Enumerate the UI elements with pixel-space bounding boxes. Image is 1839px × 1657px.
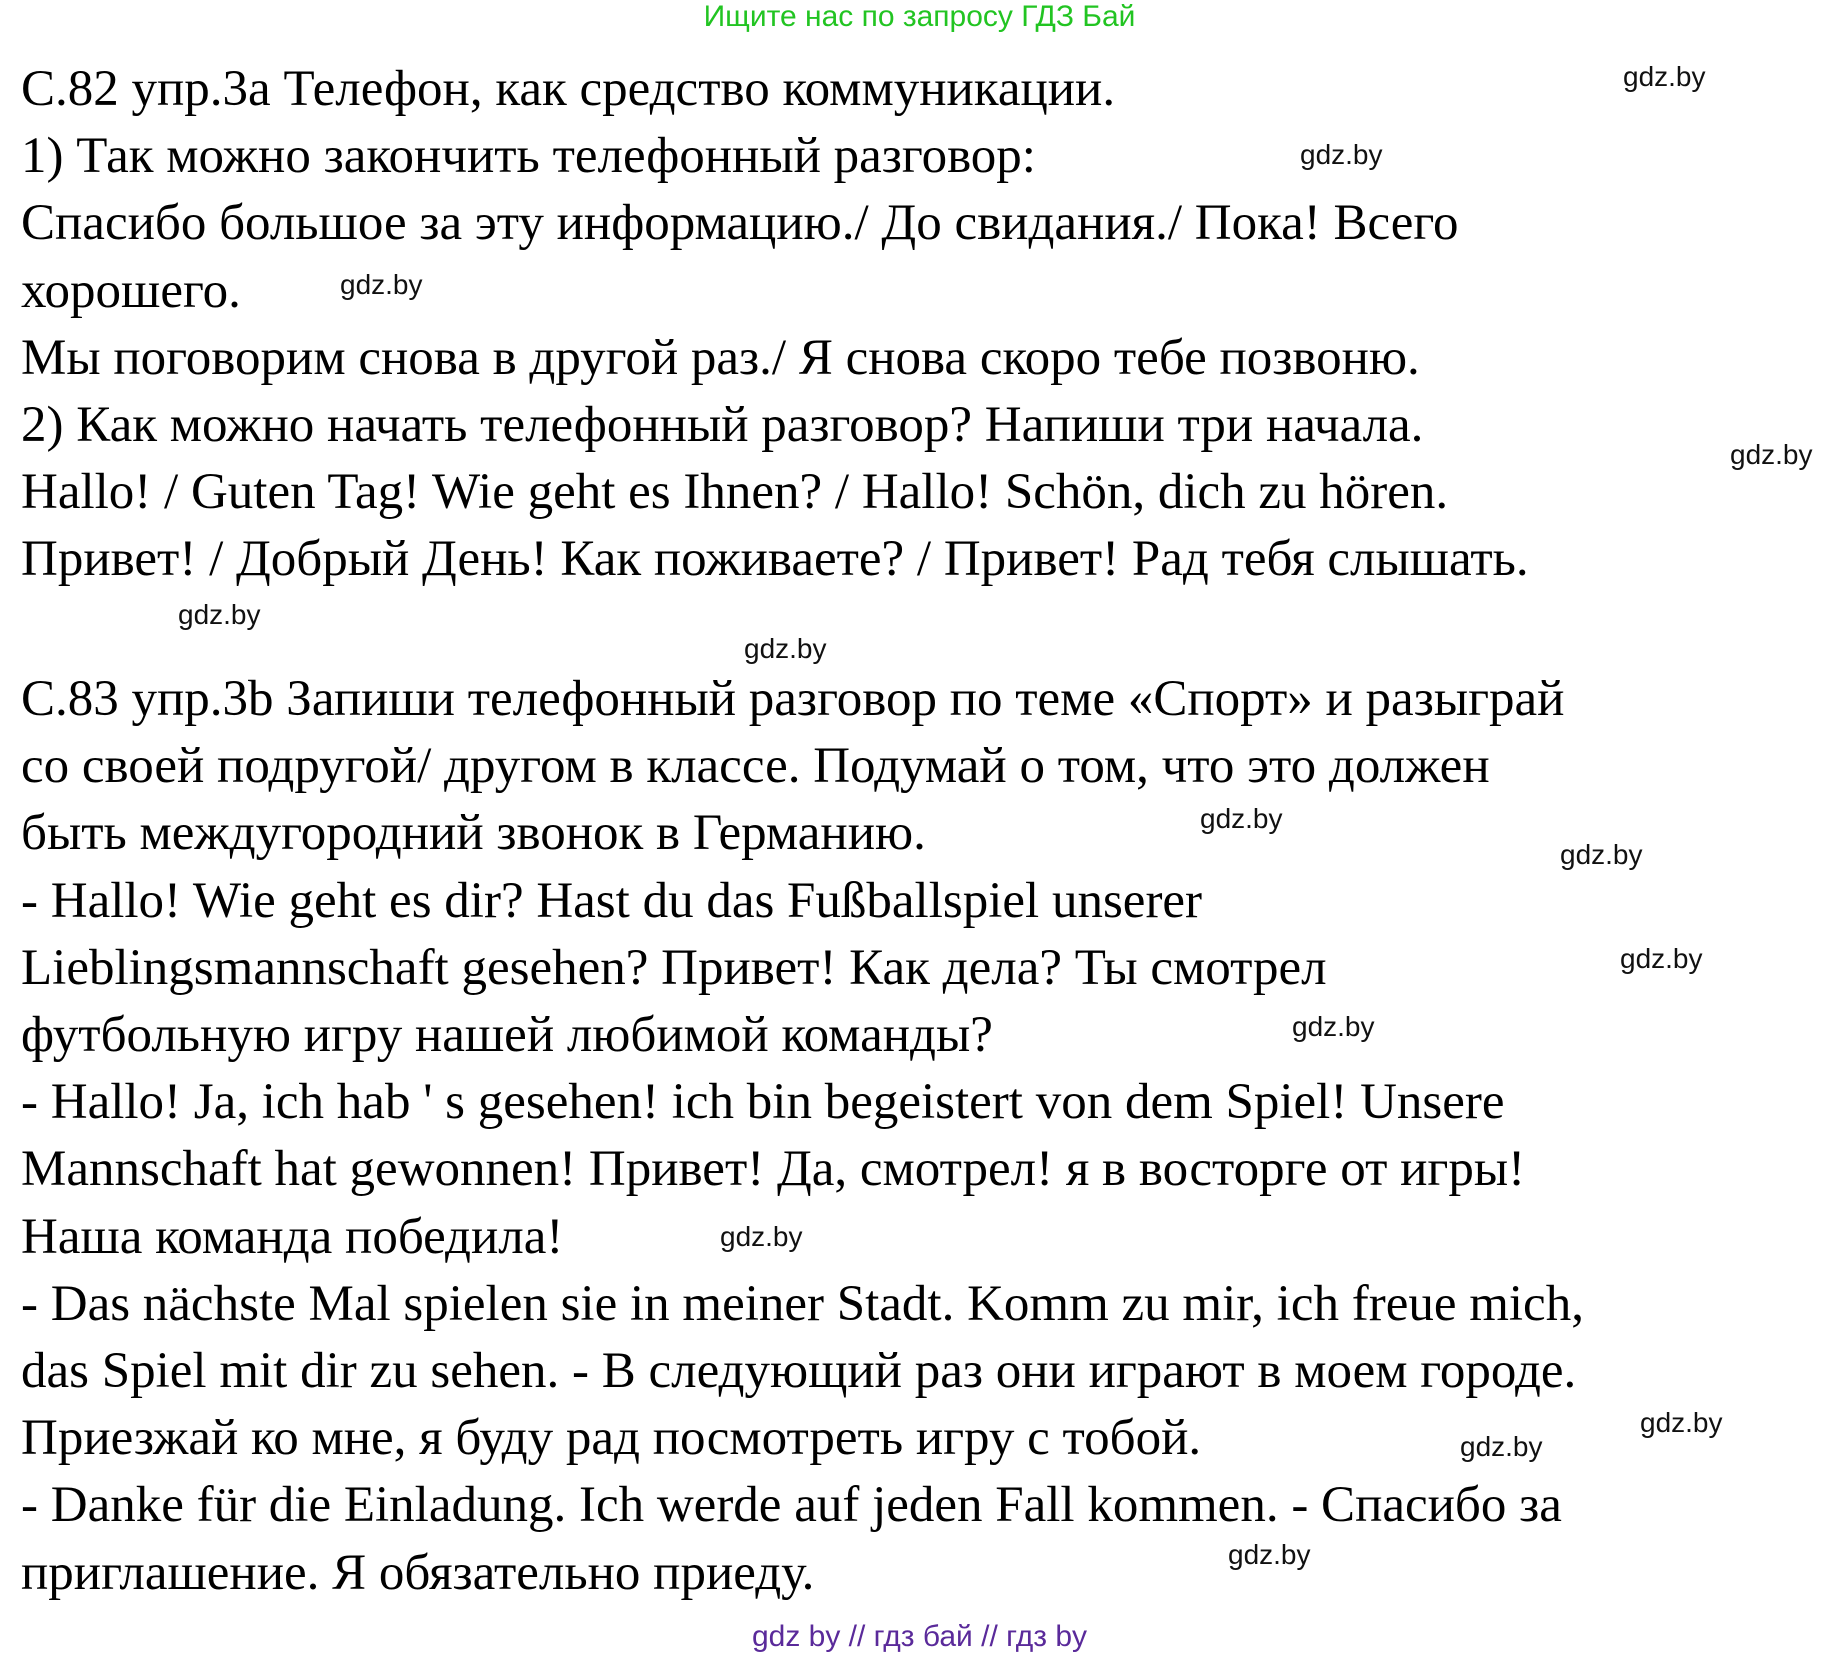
watermark-text: gdz.by (1300, 139, 1383, 170)
footer-links: gdz by // гдз бай // гдз by (751, 1620, 1088, 1653)
watermark-text: gdz.by (1292, 1011, 1375, 1042)
watermark-text: gdz.by (1620, 943, 1703, 974)
text-line: Наша команда победила! (21, 1208, 564, 1265)
text-line: - Das nächste Mal spielen sie in meiner Stadt. Komm zu mir, ich freue mich, (21, 1275, 1584, 1332)
text-line: Спасибо большое за эту информацию./ До свидания./ Пока! Всего (21, 195, 1459, 252)
text-line: приглашение. Я обязательно приеду. (21, 1544, 815, 1601)
watermark-text: gdz.by (1623, 61, 1706, 92)
watermark-text: gdz.by (720, 1221, 803, 1252)
text-line: - Hallo! Wie geht es dir? Hast du das Fußballspiel unserer (21, 872, 1203, 929)
text-line: Приезжай ко мне, я буду рад посмотреть игру с тобой. (21, 1410, 1202, 1467)
text-line: со своей подругой/ другом в классе. Подумай о том, что это должен (21, 738, 1490, 795)
text-line: 2) Как можно начать телефонный разговор? Напиши три начала. (21, 397, 1424, 453)
text-line: С.83 упр.3b Запиши телефонный разговор по теме «Спорт» и разыграй (21, 671, 1565, 727)
text-line: Mannschaft hat gewonnen! Привет! Да, смотрел! я в восторге от игры! (21, 1141, 1526, 1198)
text-line: С.82 упр.3а Телефон, как средство коммуникации. (21, 61, 1116, 117)
text-line: хорошего. (21, 262, 241, 319)
watermark-text: gdz.by (178, 599, 261, 630)
watermark-text: gdz.by (744, 633, 827, 664)
watermark-text: gdz.by (1730, 439, 1813, 470)
text-line: das Spiel mit dir zu sehen. - В следующий раз они играют в моем городе. (21, 1343, 1577, 1399)
watermark-text: gdz.by (1640, 1407, 1723, 1438)
text-line: Привет! / Добрый День! Как поживаете? / Привет! Рад тебя слышать. (21, 531, 1529, 588)
text-line: Lieblingsmannschaft gesehen? Привет! Как дела? Ты смотрел (21, 939, 1327, 996)
text-line: Мы поговорим снова в другой раз./ Я снова скоро тебе позвоню. (21, 329, 1420, 386)
text-line: - Hallo! Ja, ich hab ' s gesehen! ich bin begeistert von dem Spiel! Unsere (21, 1074, 1505, 1131)
watermark-text: gdz.by (1460, 1431, 1543, 1462)
search-hint-banner: Ищите нас по запросу ГДЗ Бай (703, 0, 1136, 33)
watermark-text: gdz.by (1228, 1539, 1311, 1570)
text-line: - Danke für die Einladung. Ich werde auf jeden Fall kommen. - Спасибо за (21, 1477, 1562, 1534)
watermark-text: gdz.by (1560, 839, 1643, 870)
text-line: Hallo! / Guten Tag! Wie geht es Ihnen? / Hallo! Schön, dich zu hören. (21, 464, 1449, 521)
text-line: 1) Так можно закончить телефонный разговор: (21, 128, 1036, 185)
watermark-text: gdz.by (1200, 803, 1283, 834)
text-line: быть междугородний звонок в Германию. (21, 805, 926, 862)
text-line: футбольную игру нашей любимой команды? (21, 1007, 993, 1063)
watermark-text: gdz.by (340, 269, 423, 300)
